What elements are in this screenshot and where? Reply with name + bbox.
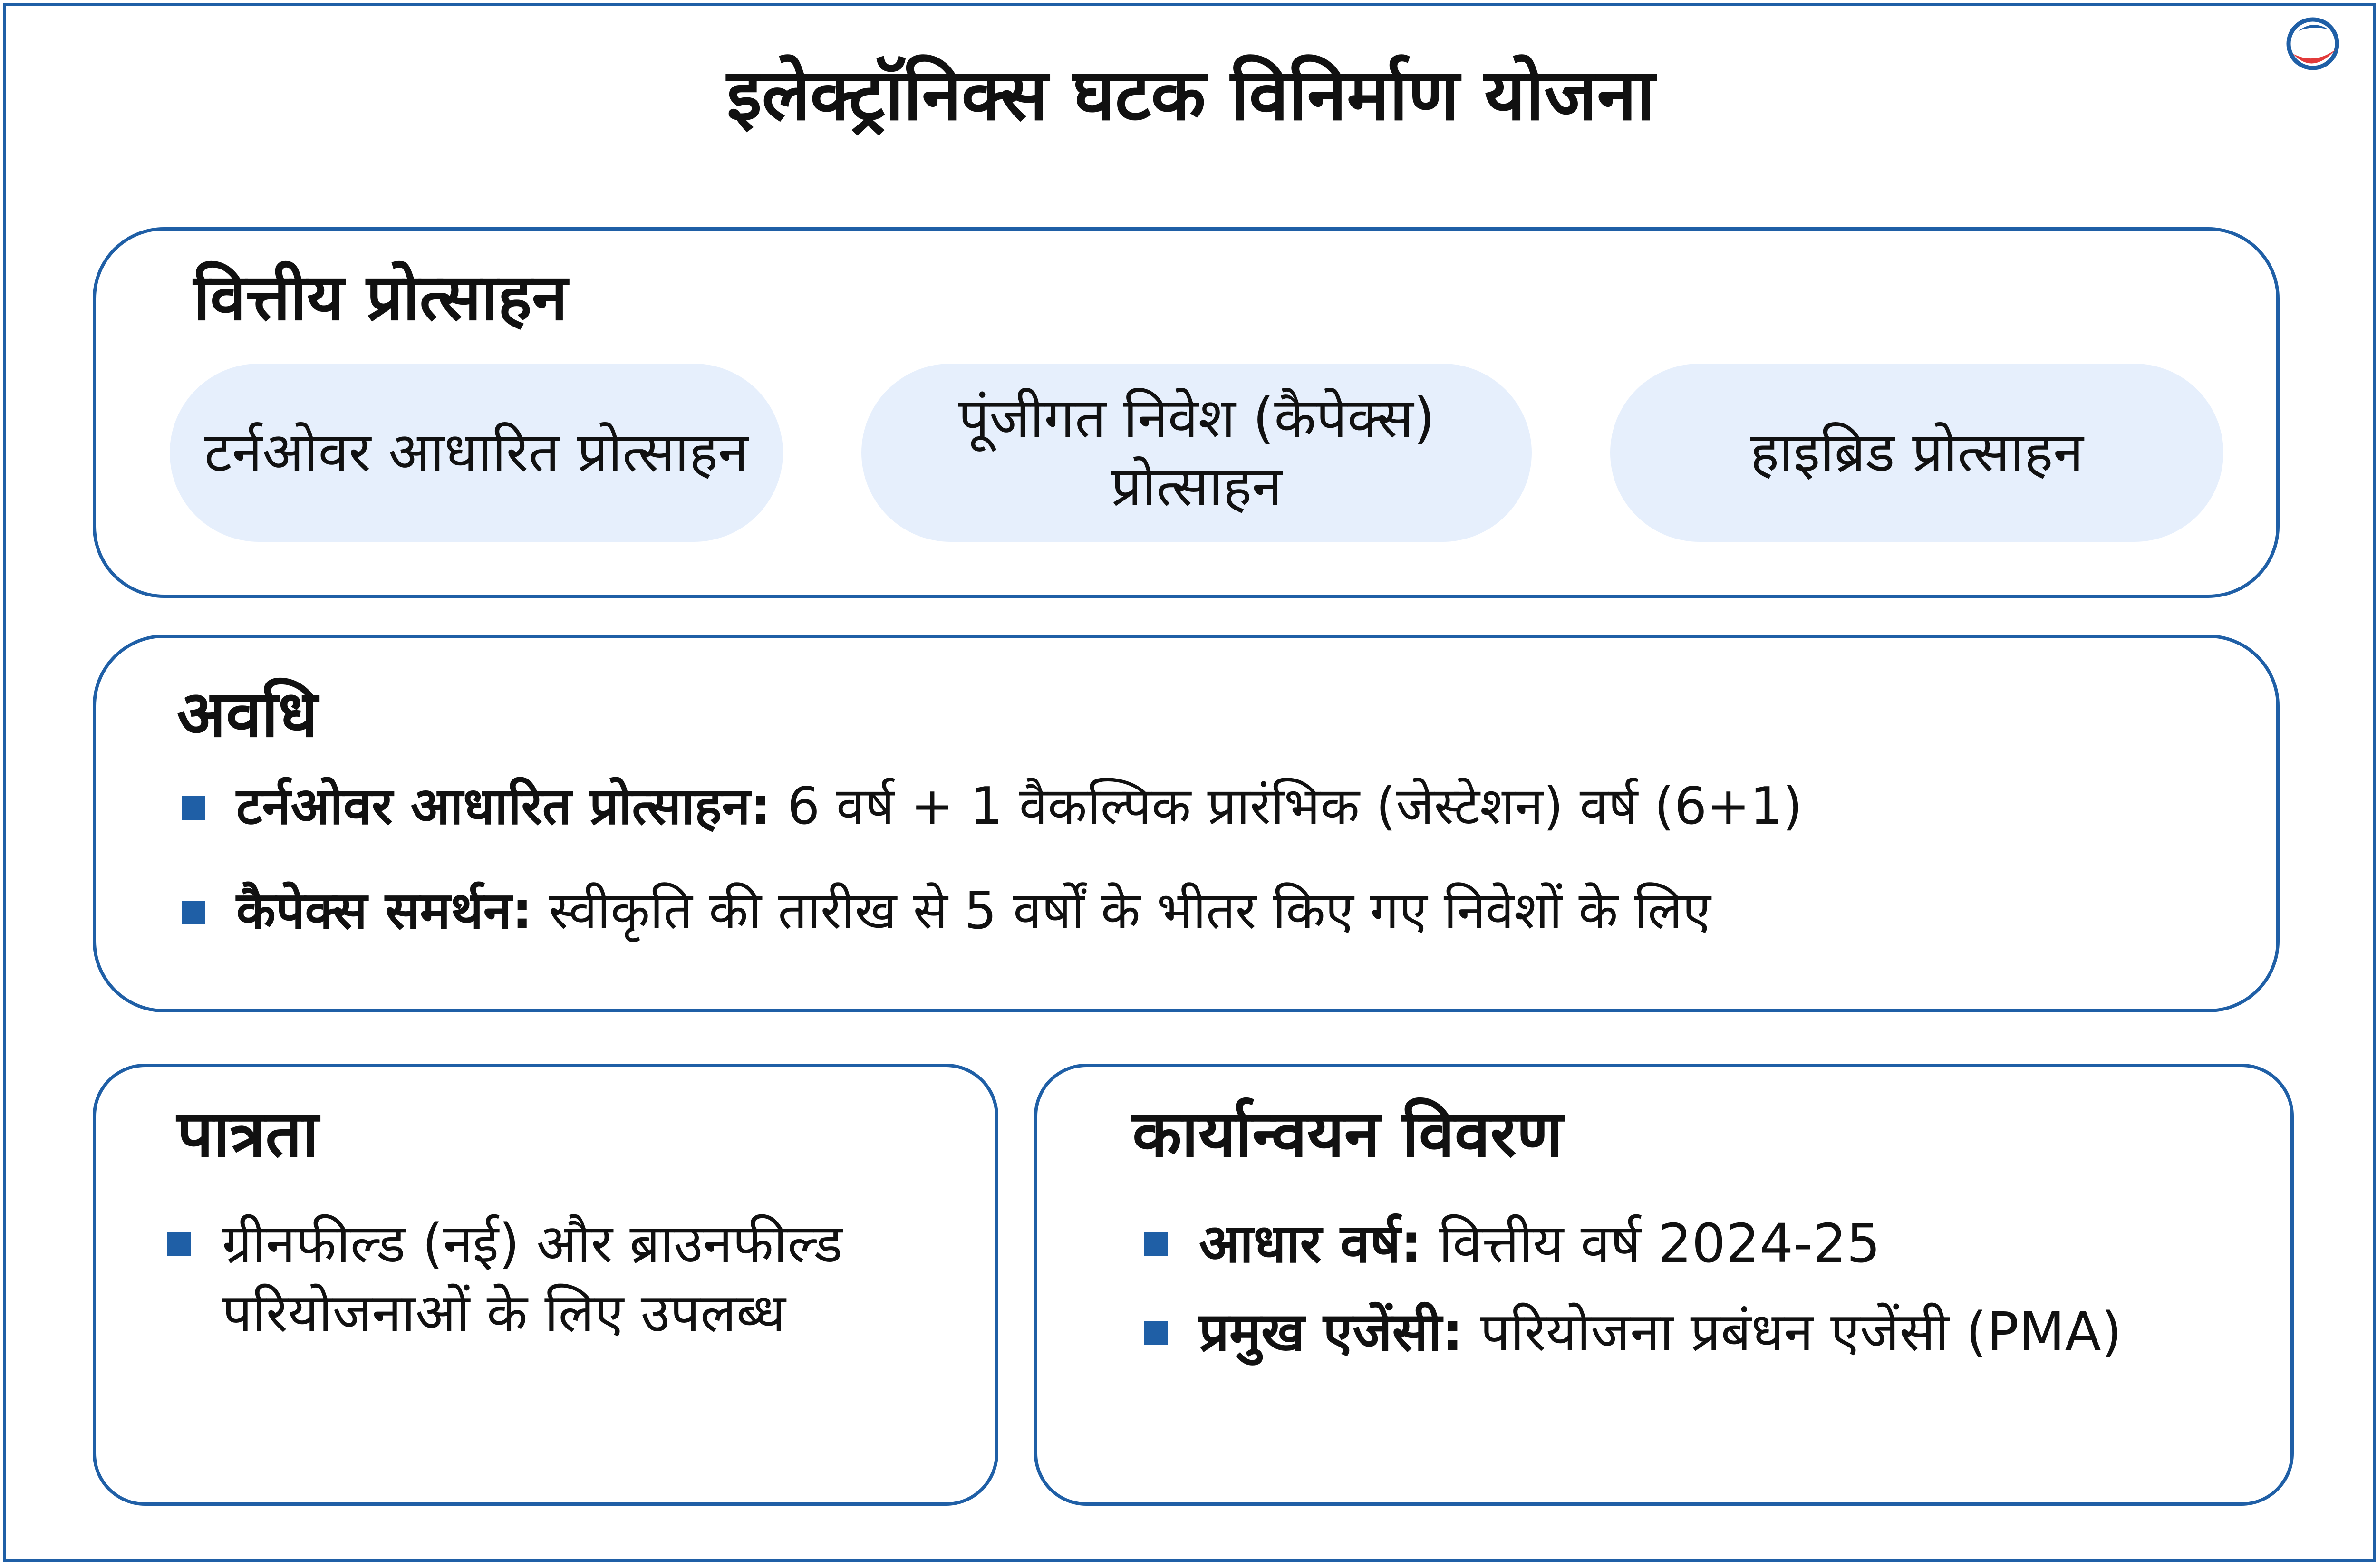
eligibility-item-text: ग्रीनफील्ड (नई) और ब्राउनफील्ड परियोजनाओं के लिए उपलब्ध: [222, 1213, 843, 1344]
implementation-card: [1034, 1064, 2294, 1506]
implementation-item-agency: [1144, 1298, 2238, 1367]
square-bullet-icon: [182, 901, 205, 924]
eligibility-list: [167, 1210, 952, 1348]
implementation-item-text: परियोजना प्रबंधन एजेंसी (PMA): [1463, 1301, 2122, 1363]
financial-incentives-card: [93, 227, 2280, 598]
duration-item-turnover: [182, 773, 2264, 840]
implementation-item-label: प्रमुख एजेंसी:: [1199, 1301, 1463, 1363]
implementation-item-label: आधार वर्ष:: [1199, 1213, 1422, 1275]
square-bullet-icon: [182, 796, 205, 820]
financial-incentives-heading: वित्तीय प्रोत्साहन: [193, 260, 568, 335]
implementation-list: [1144, 1210, 2238, 1367]
duration-item-text: 6 वर्ष + 1 वैकल्पिक प्रारंभिक (जेस्टेशन) वर्ष (6+1): [771, 777, 1803, 836]
eligibility-card: [93, 1064, 998, 1506]
duration-item-label: कैपेक्स समर्थन:: [236, 881, 532, 941]
implementation-heading: कार्यान्वयन विवरण: [1132, 1097, 1563, 1171]
duration-item-text: स्वीकृति की तारीख से 5 वर्षों के भीतर किए गए निवेशों के लिए: [532, 881, 1711, 941]
square-bullet-icon: [1144, 1232, 1168, 1256]
square-bullet-icon: [167, 1232, 191, 1256]
square-bullet-icon: [1144, 1321, 1168, 1345]
eligibility-heading: पात्रता: [177, 1097, 319, 1171]
duration-item-capex: [182, 878, 2264, 944]
duration-heading: अवधि: [177, 677, 318, 751]
page-title: इलेक्ट्रॉनिक्स घटक विनिर्माण योजना: [726, 54, 1655, 136]
implementation-item-text: वित्तीय वर्ष 2024-25: [1421, 1213, 1881, 1275]
capex-incentive-pill: पूंजीगत निवेश (कैपेक्स) प्रोत्साहन: [861, 364, 1532, 542]
duration-item-label: टर्नओवर आधारित प्रोत्साहन:: [236, 777, 771, 836]
implementation-item-base-year: [1144, 1210, 2238, 1279]
hybrid-incentive-pill: हाइब्रिड प्रोत्साहन: [1610, 364, 2223, 542]
duration-list: [182, 773, 2264, 945]
duration-card: [93, 635, 2280, 1012]
eligibility-item: [167, 1210, 952, 1348]
turnover-incentive-pill: टर्नओवर आधारित प्रोत्साहन: [170, 364, 783, 542]
